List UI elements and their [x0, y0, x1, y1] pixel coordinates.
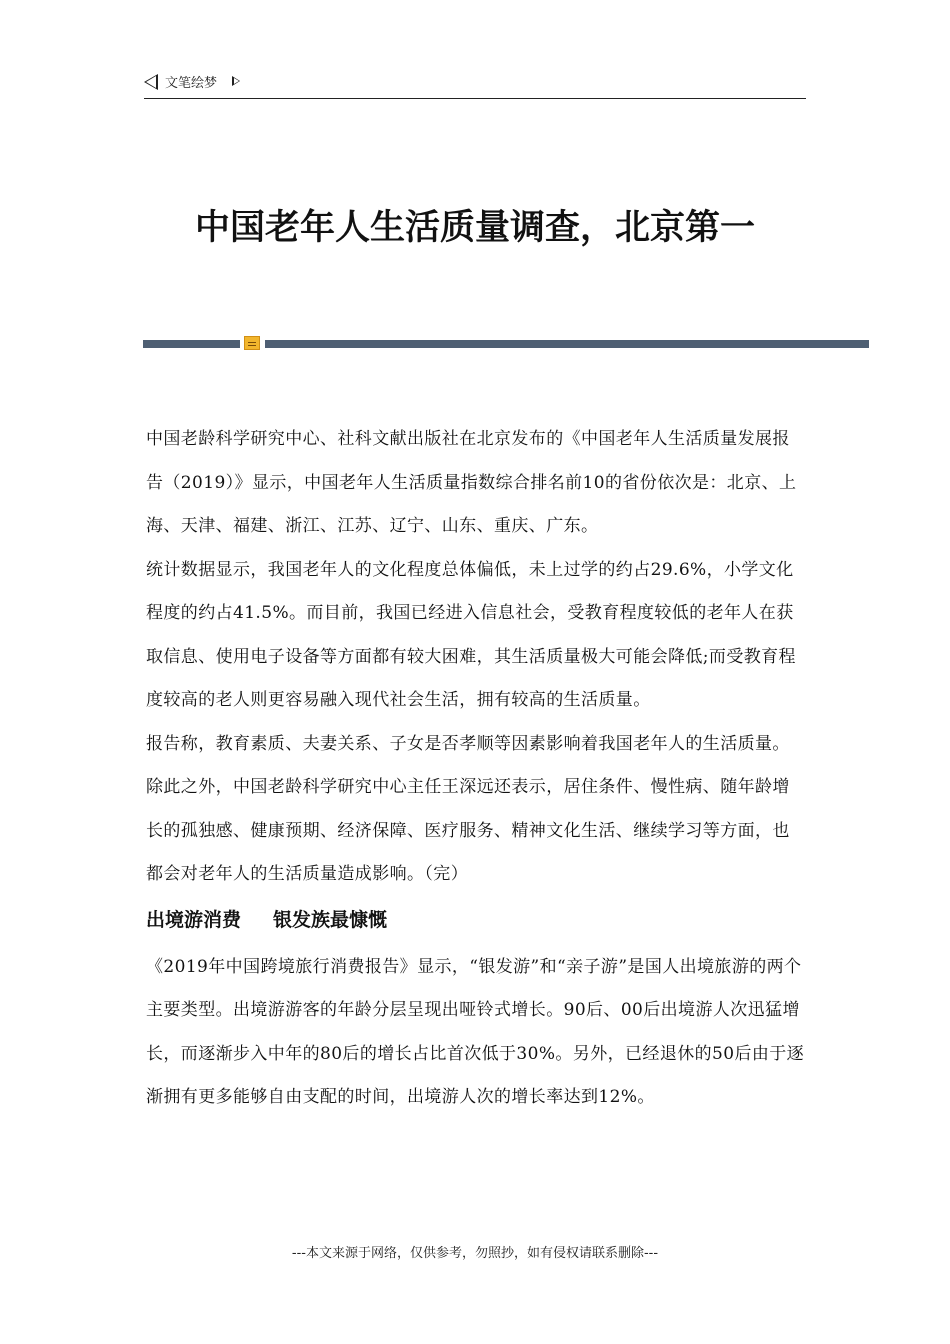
divider-right-bar [265, 340, 869, 348]
book-icon [244, 336, 260, 350]
body-paragraph-3: 报告称，教育素质、夫妻关系、子女是否孝顺等因素影响着我国老年人的生活质量。除此之外，中国老龄科学研究中心主任王深远还表示，居住条件、慢性病、随年龄增长的孤独感、健康预期、经济保障、医疗服务、精神文化生活、继续学习等方面，也都会对老年人的生活质量造成影响。（完） [146, 733, 790, 884]
section-heading-part2: 银发族最慷慨 [273, 908, 388, 931]
section-paragraph: 《2019年中国跨境旅行消费报告》显示，“银发游”和“亲子游”是国人出境旅游的两个主要类型。出境游游客的年龄分层呈现出哑铃式增长。90后、00后出境游人次迅猛增长，而逐渐步入中年的80后的增长占比首次低于30%。另外，已经退休的50后由于逐渐拥有更多能够自由支配的时间，出境游人次的增长率达到12%。 [146, 956, 805, 1107]
body-paragraph-2: 统计数据显示，我国老年人的文化程度总体偏低，未上过学的约占29.6%，小学文化程度的约占41.5%。而目前，我国已经进入信息社会，受教育程度较低的老年人在获取信息、使用电子设备等方面都有较大困难，其生活质量极大可能会降低;而受教育程度较高的老人则更容易融入现代社会生活，拥有较高的生活质量。 [146, 559, 796, 710]
brand-name: 文笔绘梦 [165, 76, 218, 91]
document-title: 中国老年人生活质量调查，北京第一 [194, 208, 755, 248]
document-body [146, 418, 806, 1120]
section-heading-part1: 出境游消费 [146, 908, 242, 931]
section-heading [146, 897, 806, 943]
source-notice: ---本文来源于网络，仅供参考，勿照抄，如有侵权请联系删除--- [291, 1246, 659, 1261]
left-triangle-icon [144, 74, 158, 90]
right-triangle-icon [232, 76, 240, 86]
divider-left-bar [143, 340, 240, 348]
body-paragraph-1: 中国老龄科学研究中心、社科文献出版社在北京发布的《中国老年人生活质量发展报告（2019）》显示，中国老年人生活质量指数综合排名前10的省份依次是：北京、上海、天津、福建、浙江、江苏、辽宁、山东、重庆、广东。 [146, 429, 797, 536]
document-header [144, 70, 806, 99]
